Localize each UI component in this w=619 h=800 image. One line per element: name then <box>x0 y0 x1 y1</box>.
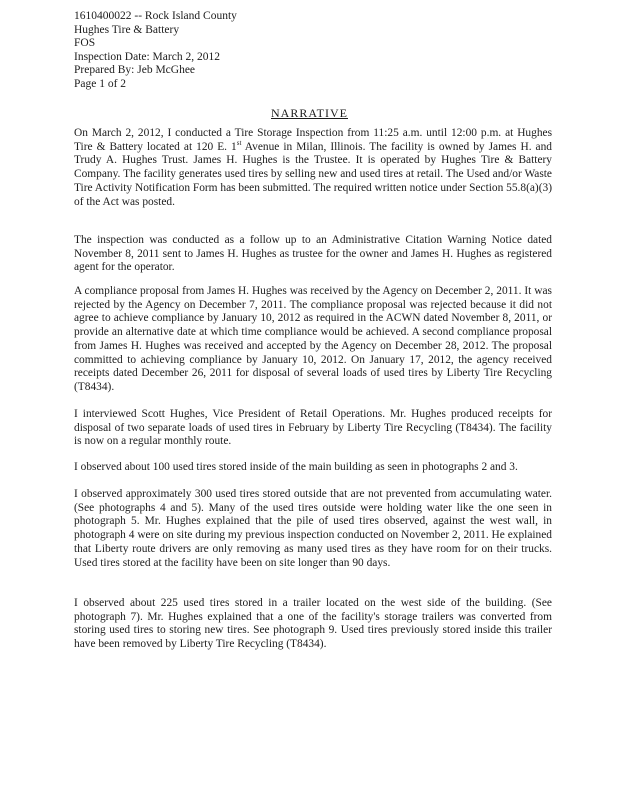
prepared-by-line: Prepared By: Jeb McGhee <box>74 64 196 77</box>
paragraph-text: Avenue in Milan, Illinois. The facility is owned by James H. and Trudy A. Hughes Trust. James H. Hughes is the Trustee. It is operated by Hughes Tire & Battery Company. The facility generates used tires by selling new and used tires at retail. The Used and/or Waste Tire Activity Notification Form has been submitted. The required written notice under Section 55.8(a)(3) of the Act was posted. <box>74 140 552 208</box>
ordinal-suffix: st <box>236 138 242 147</box>
paragraph-compliance-proposal: A compliance proposal from James H. Hughes was received by the Agency on December 2, 2011. It was rejected by the Agency on December 7, 2011. The compliance proposal was rejected because it did not agree to achieve compliance by January 10, 2012 as required in the ACWN dated November 8, 2011, or provide an alternative date at which time compliance would be achieved. A second compliance proposal from James H. Hughes was received and accepted by the Agency on December 28, 2012. The proposal committed to achieving compliance by January 10, 2012. On January 17, 2012, the agency received receipts dated December 26, 2011 for disposal of several loads of used tires by Liberty Tire Recycling (T8434). <box>74 285 552 393</box>
inspection-date-line: Inspection Date: March 2, 2012 <box>74 50 220 63</box>
paragraph-text: On March 2, 2012, I conducted a Tire Storage Inspection from 11:25 a.m. until 12:00 p.m. at Hughes Tire & Battery located at 120 E. 1 <box>74 127 552 153</box>
paragraph-interview: I interviewed Scott Hughes, Vice President of Retail Operations. Mr. Hughes produced receipts for disposal of two separate loads of used tires in February by Liberty Tire Recycling (T8434). The facility is now on a regular monthly route. <box>74 408 552 448</box>
paragraph-outside-tires: I observed approximately 300 used tires stored outside that are not prevented from accumulating water. (See photographs 4 and 5). Many of the used tires outside were holding water like the one seen in photograph 5. Mr. Hughes explained that the pile of used tires observed, against the west wall, in photograph 4 were on site during my previous inspection conducted on November 2, 2011. He explained that Liberty route drivers are only removing as many used tires as they have room for on their trucks. Used tires stored at the facility have been on site longer than 90 days. <box>74 488 552 569</box>
document-header <box>74 10 237 92</box>
paragraph-followup: The inspection was conducted as a follow up to an Administrative Citation Warning Notice dated November 8, 2011 sent to James H. Hughes as trustee for the owner and James H. Hughes as registered agent for the operator. <box>74 234 552 274</box>
page-number-line: Page 1 of 2 <box>74 77 127 90</box>
paragraph-inside-tires: I observed about 100 used tires stored inside of the main building as seen in photographs 2 and 3. <box>74 461 518 473</box>
site-id-line: 1610400022 -- Rock Island County <box>74 10 237 22</box>
paragraph-inspection-summary <box>74 127 552 209</box>
category-line: FOS <box>74 37 96 50</box>
paragraph-trailer-tires: I observed about 225 used tires stored in a trailer located on the west side of the building. (See photograph 7). Mr. Hughes explained that a one of the facility's storage trailers was converted from storing used tires to storing new tires. See photograph 9. Used tires previously stored inside this trailer have been removed by Liberty Tire Recycling (T8434). <box>74 597 552 651</box>
facility-name-line: Hughes Tire & Battery <box>74 23 180 36</box>
narrative-title: NARRATIVE <box>271 106 348 120</box>
